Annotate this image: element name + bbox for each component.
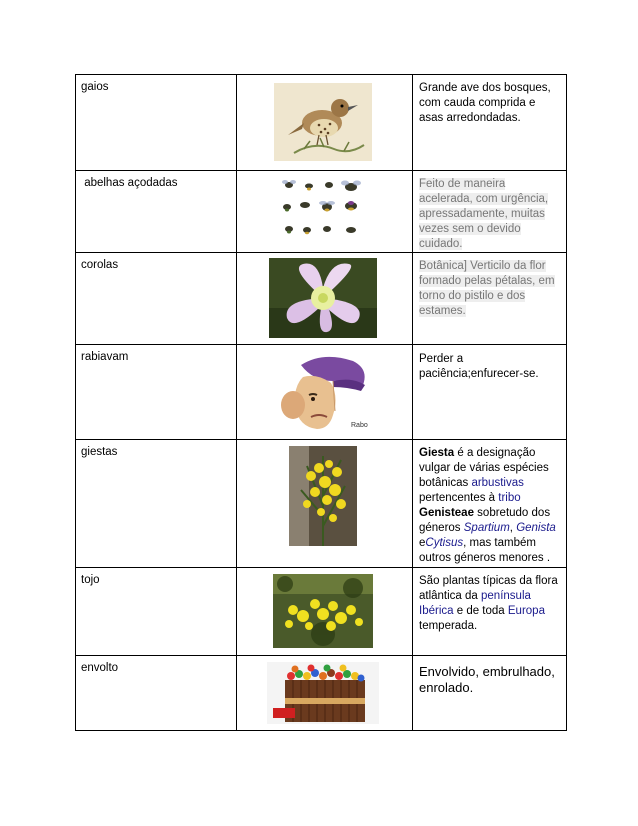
table-row [76,171,567,253]
genista-link[interactable]: Genista [516,522,556,534]
term-text: corolas [81,259,119,271]
definition-line: torno do pistilo e dos [419,290,526,302]
definition-text: Perder a paciência;enfurecer-se. [419,353,539,380]
definition-fragment: pertencentes à [419,492,499,504]
definition-cell [413,568,567,656]
image-cell [237,75,413,171]
term-cell [76,440,237,568]
definition-fragment: , [509,522,517,534]
genisteae-bold: Genisteae [419,507,474,519]
definition-cell [413,75,567,171]
term-cell [76,656,237,731]
term-text: abelhas açodadas [81,177,178,189]
definition-text [413,253,566,319]
definition-fragment: temperada. [419,620,478,632]
definition-line: acelerada, com urgência, [419,193,549,205]
glossary-table [75,74,567,731]
definition-cell [413,345,567,440]
europa-link[interactable]: Europa [507,605,545,617]
giesta-bold: Giesta [419,447,455,459]
term-text: rabiavam [81,351,129,363]
table-row [76,656,567,731]
definition-text [413,440,566,566]
svg-text:Rabo: Rabo [351,422,368,429]
arbustivas-link[interactable]: arbustivas [471,477,524,489]
term-text: gaios [81,81,109,93]
term-cell [76,75,237,171]
definition-cell [413,656,567,731]
image-cell [237,568,413,656]
term-cell [76,171,237,253]
tribo-link[interactable]: tribo [498,492,521,504]
image-cell [237,345,413,440]
definition-line: formado pelas pétalas, em [419,275,555,287]
table-row [76,253,567,345]
peninsula-iberica-link[interactable]: península Ibérica [419,590,531,617]
definition-fragment: e [419,537,426,549]
definition-fragment: sobretudo dos géneros [419,507,551,534]
definition-line: estames. [419,305,466,317]
term-cell [76,568,237,656]
definition-cell [413,440,567,568]
image-cell [237,253,413,345]
definition-line: vezes sem o devido [419,223,521,235]
definition-fragment: é a designação vulgar de várias espécies botânicas [419,447,549,489]
definition-cell [413,253,567,345]
definition-fragment: e de toda [453,605,508,617]
definition-line: cuidado. [419,238,463,250]
image-cell [237,171,413,253]
spartium-link[interactable]: Spartium [463,522,510,534]
definition-text [413,568,566,634]
table-row [76,345,567,440]
cytisus-link[interactable]: Cytisus [425,537,464,549]
table-row [76,568,567,656]
definition-text: Grande ave dos bosques, com cauda comprida e asas arredondadas. [419,82,551,124]
definition-text: Envolvido, embrulhado, enrolado. [419,664,555,695]
image-cell [237,656,413,731]
term-text: giestas [81,446,118,458]
term-text: tojo [81,574,100,586]
image-cell [237,440,413,568]
definition-cell [413,171,567,253]
definition-text [413,171,566,252]
definition-line: Botânica] Verticilo da flor [419,260,546,272]
term-cell [76,253,237,345]
definition-line: apressadamente, muitas [419,208,545,220]
definition-fragment: São plantas típicas da flora atlântica da [419,575,558,602]
definition-fragment: , mas também outros géneros menores . [419,537,551,564]
term-cell [76,345,237,440]
term-text: envolto [81,662,119,674]
table-row [76,440,567,568]
table-row [76,75,567,171]
definition-line: Feito de maneira [419,178,506,190]
